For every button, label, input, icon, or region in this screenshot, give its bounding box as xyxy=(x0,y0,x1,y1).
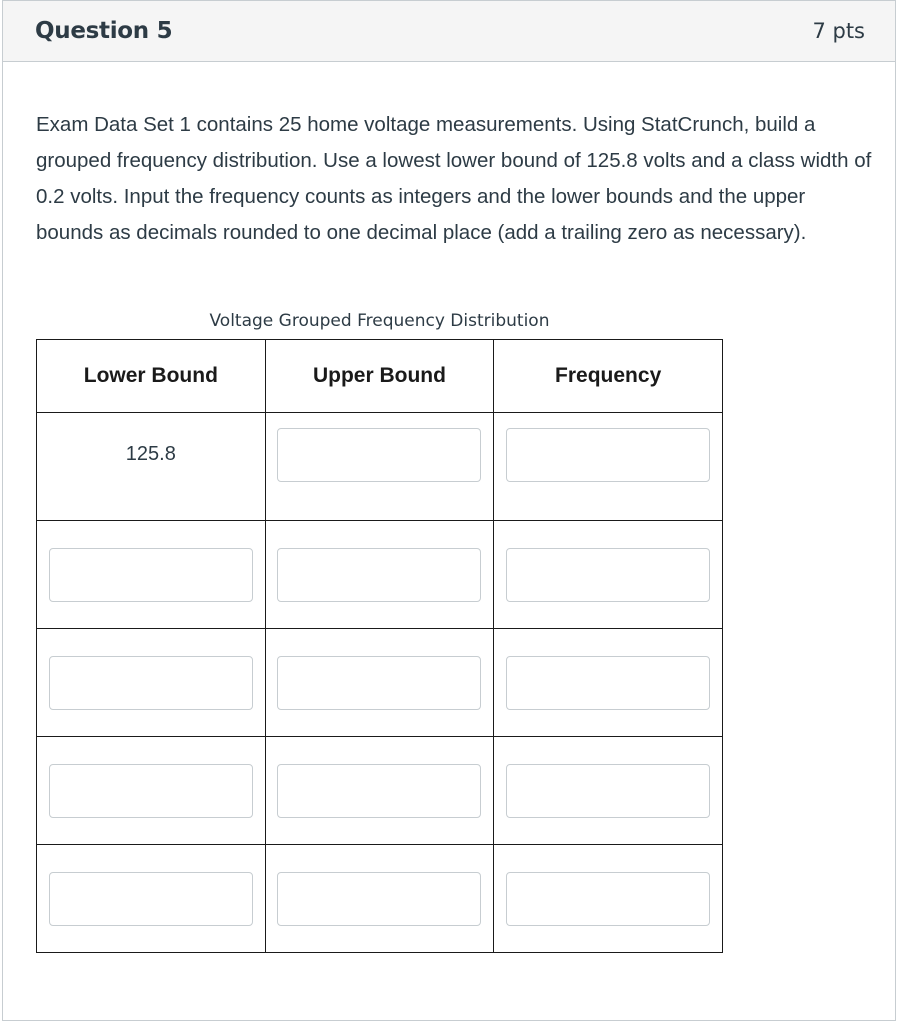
lower-bound-cell xyxy=(37,737,266,845)
table-row xyxy=(37,521,723,629)
frequency-cell xyxy=(494,737,723,845)
frequency-cell xyxy=(494,629,723,737)
lower-bound-input-5[interactable] xyxy=(49,872,253,926)
upper-bound-input-3[interactable] xyxy=(277,656,481,710)
question-points: 7 pts xyxy=(812,19,865,43)
question-title: Question 5 xyxy=(35,18,173,44)
frequency-cell xyxy=(494,845,723,953)
question-header xyxy=(3,1,895,62)
lower-bound-cell xyxy=(37,413,266,521)
frequency-cell xyxy=(494,521,723,629)
table-row xyxy=(37,629,723,737)
header-frequency: Frequency xyxy=(494,340,723,413)
frequency-cell xyxy=(494,413,723,521)
lower-bound-input-4[interactable] xyxy=(49,764,253,818)
table-header-row xyxy=(37,340,723,413)
frequency-table xyxy=(36,339,723,953)
frequency-input-5[interactable] xyxy=(506,872,710,926)
upper-bound-cell xyxy=(265,413,494,521)
lower-bound-cell xyxy=(37,845,266,953)
table-row xyxy=(37,845,723,953)
upper-bound-input-5[interactable] xyxy=(277,872,481,926)
upper-bound-cell xyxy=(265,845,494,953)
upper-bound-cell xyxy=(265,629,494,737)
upper-bound-input-4[interactable] xyxy=(277,764,481,818)
upper-bound-input-1[interactable] xyxy=(277,428,481,482)
frequency-input-2[interactable] xyxy=(506,548,710,602)
table-row xyxy=(37,737,723,845)
header-lower-bound: Lower Bound xyxy=(37,340,266,413)
lower-bound-cell xyxy=(37,629,266,737)
header-upper-bound: Upper Bound xyxy=(265,340,494,413)
frequency-input-4[interactable] xyxy=(506,764,710,818)
lower-bound-input-2[interactable] xyxy=(49,548,253,602)
lower-bound-value: 125.8 xyxy=(125,443,176,465)
frequency-input-3[interactable] xyxy=(506,656,710,710)
upper-bound-cell xyxy=(265,521,494,629)
upper-bound-input-2[interactable] xyxy=(277,548,481,602)
lower-bound-cell xyxy=(37,521,266,629)
question-text: Exam Data Set 1 contains 25 home voltage measurements. Using StatCrunch, build a grouped frequency distribution. Use a lowest lower bound of 125.8 volts and a class width of 0.2 volts. Input the frequency counts as integers and the lower bounds and the upper bounds as decimals rounded to one decimal place (add a trailing zero as necessary). xyxy=(36,113,872,244)
frequency-input-1[interactable] xyxy=(506,428,710,482)
question-card xyxy=(2,0,896,1021)
lower-bound-input-3[interactable] xyxy=(49,656,253,710)
table-row xyxy=(37,413,723,521)
table-caption: Voltage Grouped Frequency Distribution xyxy=(209,311,550,331)
upper-bound-cell xyxy=(265,737,494,845)
